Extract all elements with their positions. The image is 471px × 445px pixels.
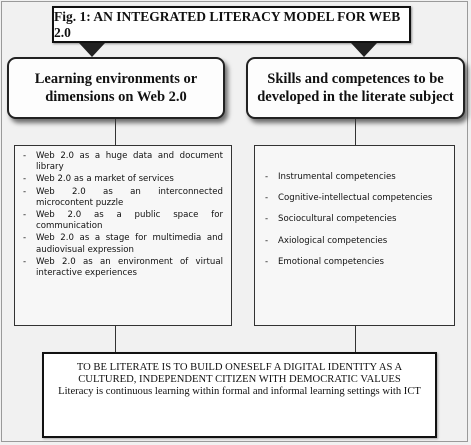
figure-title: Fig. 1: AN INTEGRATED LITERACY MODEL FOR WEB 2.0 <box>52 6 411 43</box>
left-arrow-icon <box>79 43 105 57</box>
list-item: - Web 2.0 as an interconnected microcontent puzzle <box>22 187 223 209</box>
right-bottom-connector <box>355 326 356 352</box>
conclusion-box <box>42 352 437 438</box>
right-heading-text: Skills and competences to be developed in the literate subject <box>257 71 454 105</box>
left-heading-text: Learning environments or dimensions on Web 2.0 <box>34 71 198 105</box>
list-item: - Web 2.0 as a market of services <box>22 174 223 185</box>
list-item: - Instrumental competencies <box>264 172 446 183</box>
left-connector-line <box>115 119 116 145</box>
list-item: - Web 2.0 as a huge data and document library <box>22 151 223 173</box>
right-arrow-icon <box>351 43 377 57</box>
list-item: - Emotional competencies <box>264 257 446 268</box>
left-bottom-connector <box>115 326 116 352</box>
competences-list <box>264 172 446 268</box>
conclusion-subtext: Literacy is continuous learning within formal and informal learning settings with ICT <box>58 386 421 398</box>
conclusion-statement: TO BE LITERATE IS TO BUILD ONESELF A DIGITAL IDENTITY AS A CULTURED, INDEPENDENT CITIZEN WITH DEMOCRATIC VALUES <box>76 362 403 386</box>
list-item: - Web 2.0 as an environment of virtual interactive experiences <box>22 257 223 279</box>
environments-list <box>22 151 223 279</box>
environments-list-box <box>14 145 232 326</box>
list-item: - Sociocultural competencies <box>264 214 446 225</box>
list-item: - Web 2.0 as a stage for multimedia and audiovisual expression <box>22 233 223 255</box>
competences-list-box <box>254 145 455 326</box>
right-connector-line <box>355 119 356 145</box>
list-item: - Web 2.0 as a public space for communication <box>22 210 223 232</box>
left-heading-box <box>7 57 225 119</box>
list-item: - Cognitive-intellectual competencies <box>264 193 446 204</box>
list-item: - Axiological competencies <box>264 236 446 247</box>
right-heading-box <box>246 57 465 119</box>
